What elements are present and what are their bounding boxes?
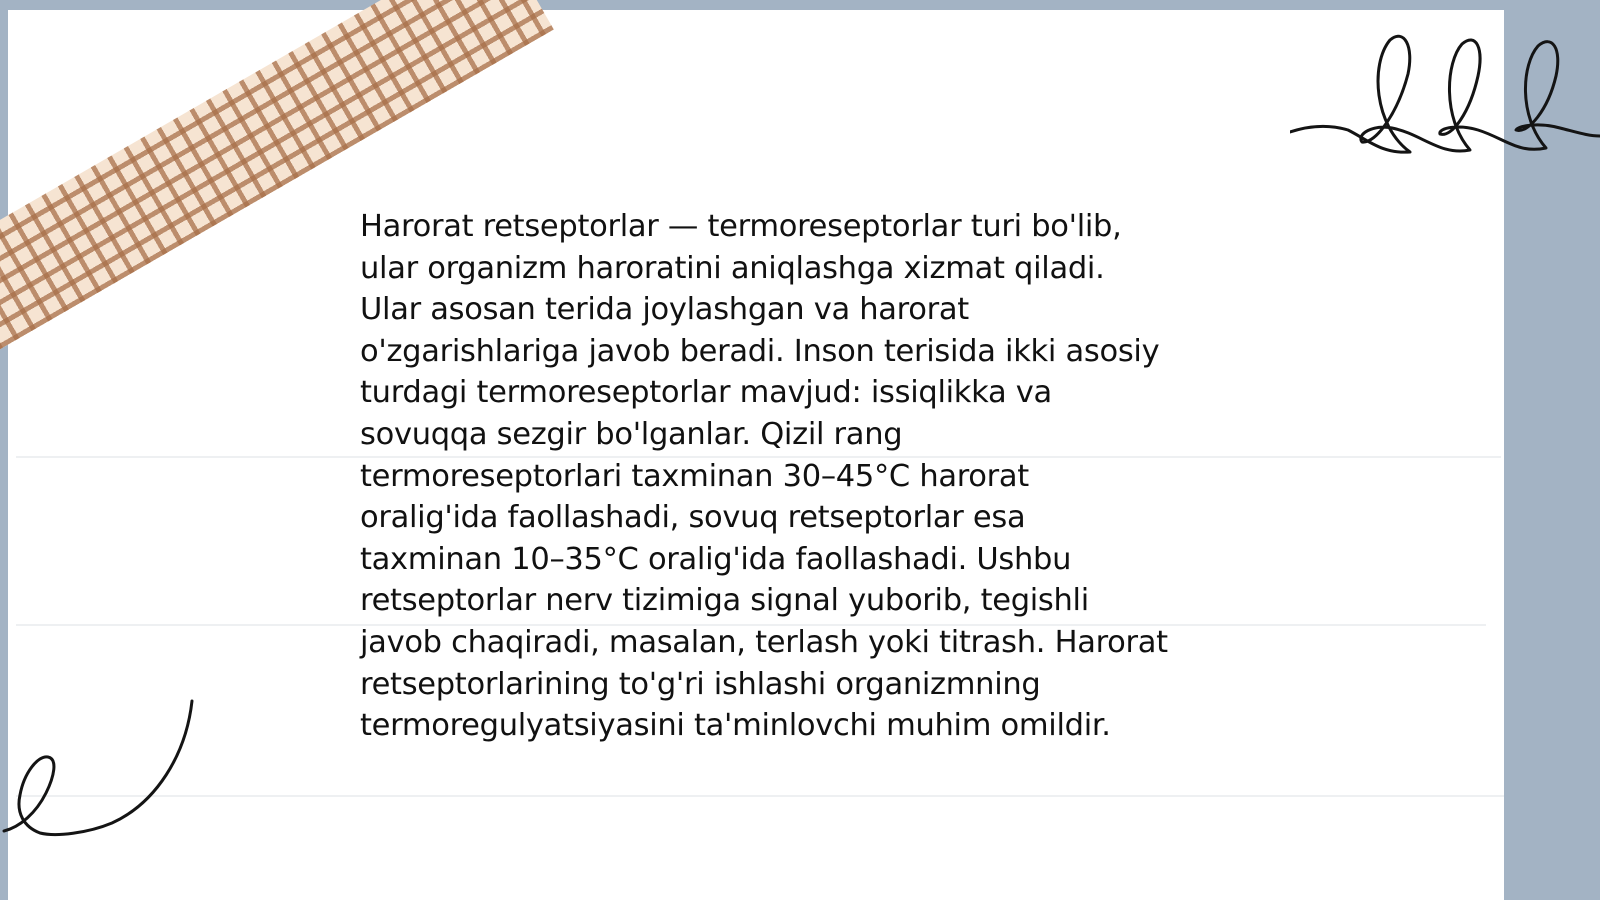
paper-rule-line — [16, 795, 1504, 797]
paragraph-line: sovuqqa sezgir bo'lganlar. Qizil rang — [360, 416, 903, 452]
paragraph-line: retseptorlarining to'g'ri ishlashi organizmning — [360, 666, 1041, 702]
body-paragraph — [360, 206, 1240, 747]
paragraph-line: oralig'ida faollashadi, sovuq retseptorlar esa — [360, 500, 1026, 536]
paragraph-line: o'zgarishlariga javob beradi. Inson terisida ikki asosiy — [360, 333, 1160, 369]
paragraph-line: javob chaqiradi, masalan, terlash yoki titrash. Harorat — [360, 624, 1168, 660]
paragraph-line: taxminan 10–35°C oralig'ida faollashadi. Ushbu — [360, 541, 1072, 577]
paragraph-line: termoregulyatsiyasini ta'minlovchi muhim omildir. — [360, 708, 1111, 744]
paragraph-line: turdagi termoreseptorlar mavjud: issiqlikka va — [360, 375, 1052, 411]
loop-doodle-icon — [1290, 30, 1600, 165]
paragraph-line: termoreseptorlari taxminan 30–45°C harorat — [360, 458, 1029, 494]
paragraph-line: Harorat retseptorlar — termoreseptorlar turi bo'lib, — [360, 209, 1122, 244]
swirl-doodle-icon — [0, 695, 200, 855]
paragraph-line: ular organizm haroratini aniqlashga xizmat qiladi. — [360, 250, 1105, 286]
paragraph-line: retseptorlar nerv tizimiga signal yuborib, tegishli — [360, 583, 1089, 619]
paragraph-line: Ular asosan terida joylashgan va harorat — [360, 292, 969, 328]
